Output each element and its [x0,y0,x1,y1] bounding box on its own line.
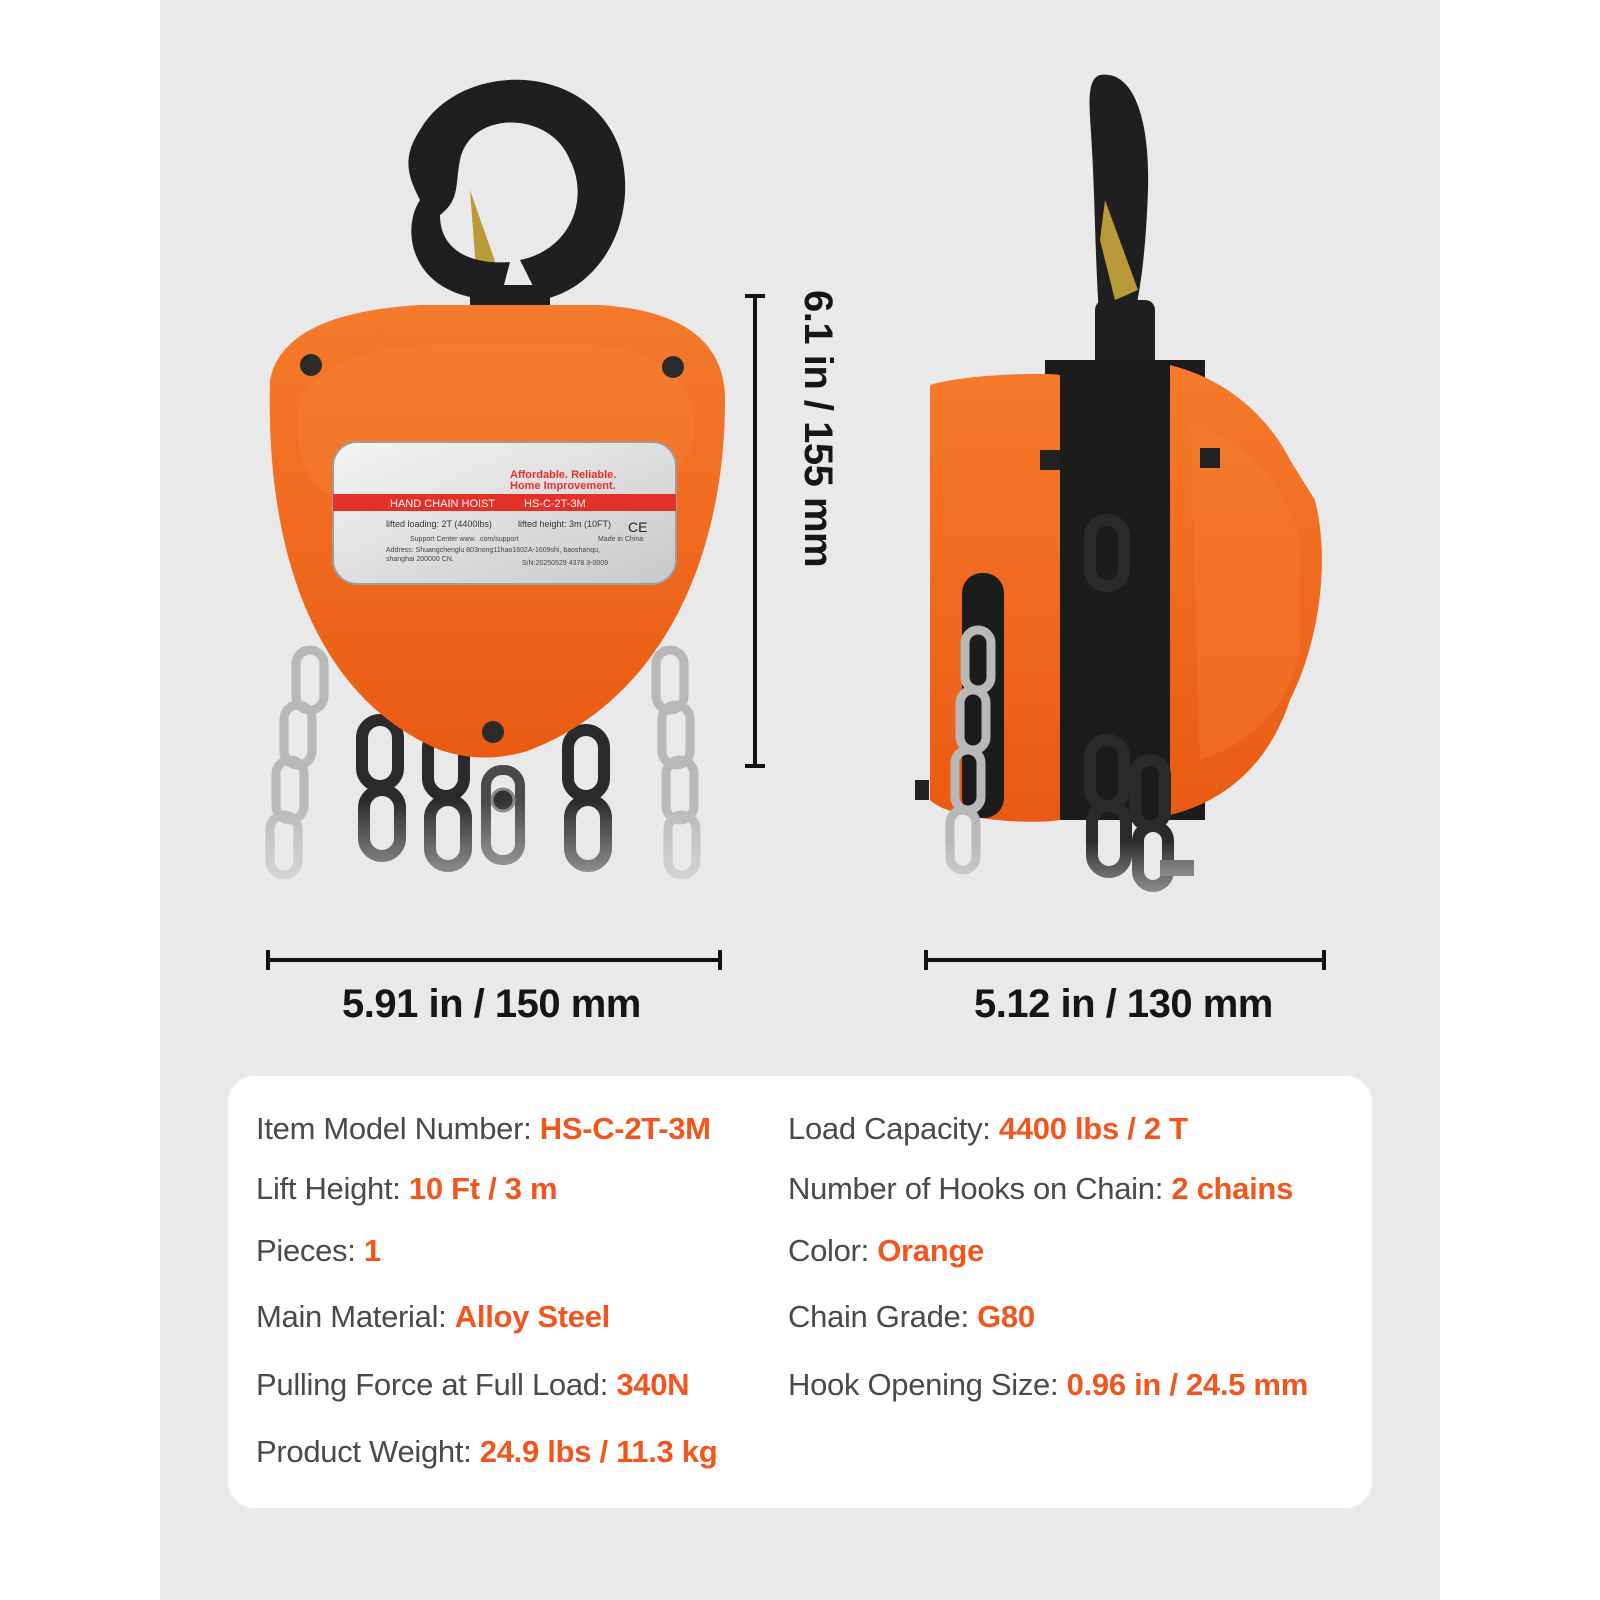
spec-hooks-on-chain-value: 2 chains [1171,1171,1294,1206]
spec-chain-grade: Chain Grade: G80 [788,1299,1035,1334]
spec-load-capacity: Load Capacity: 4400 lbs / 2 T [788,1111,1188,1146]
spec-pieces: Pieces: 1 [256,1233,381,1268]
height-rule [753,296,757,766]
plate-support: Support Center www. .com/support [410,536,519,543]
spec-lift-height: Lift Height: 10 Ft / 3 m [256,1171,558,1206]
spec-product-weight: Product Weight: 24.9 lbs / 11.3 kg [256,1434,718,1469]
spec-chain-grade-value: G80 [977,1299,1035,1334]
front-width-rule-right-cap [718,950,722,970]
spec-main-material-value: Alloy Steel [454,1299,610,1334]
spec-load-capacity-value: 4400 lbs / 2 T [998,1111,1188,1146]
front-width-rule-left-cap [266,950,270,970]
plate-serial: S/N:20250529 4378 3-0009 [522,560,609,567]
spec-hooks-on-chain: Number of Hooks on Chain: 2 chains [788,1171,1294,1206]
plate-model: HS-C-2T-3M [524,498,586,510]
side-width-rule [926,958,1324,962]
side-hoist-view [915,75,1322,940]
spec-main-material: Main Material: Alloy Steel [256,1299,610,1334]
spec-hook-opening: Hook Opening Size: 0.96 in / 24.5 mm [788,1367,1308,1402]
front-hoist-view [250,80,725,940]
side-width-rule-right-cap [1322,950,1326,970]
height-label: 6.1 in / 155 mm [796,290,840,568]
spec-lift-height-value: 10 Ft / 3 m [408,1171,558,1206]
spec-product-weight-value: 24.9 lbs / 11.3 kg [479,1434,718,1469]
spec-color: Color: Orange [788,1233,984,1268]
plate-slogan-1: Affordable. Reliable. [510,469,617,481]
plate-loading: lifted loading: 2T (4400lbs) [386,519,492,529]
spec-pulling-force: Pulling Force at Full Load: 340N [256,1367,690,1402]
plate-slogan-2: Home Improvement. [510,480,616,492]
plate-height: lifted height: 3m (10FT) [518,519,612,529]
spec-color-value: Orange [877,1233,984,1268]
plate-origin: Made in China [598,536,644,543]
plate-address-1: Address: Shuangchenglu 803nong11hao1602A-1609shi, baoshanqu, [386,547,600,554]
plate-product: HAND CHAIN HOIST [390,498,496,510]
spec-hook-opening-value: 0.96 in / 24.5 mm [1066,1367,1308,1402]
nameplate [333,442,676,584]
height-rule-bottom-cap [745,764,765,768]
spec-model-number: Item Model Number: HS-C-2T-3M [256,1111,711,1146]
front-width-rule [268,958,720,962]
height-rule-top-cap [745,294,765,298]
front-width-label: 5.91 in / 150 mm [342,982,641,1026]
spec-model-number-value: HS-C-2T-3M [539,1111,711,1146]
side-width-rule-left-cap [924,950,928,970]
plate-address-2: shanghai 200000 CN. [386,556,454,563]
side-width-label: 5.12 in / 130 mm [974,982,1273,1026]
plate-ce: CE [628,519,648,535]
spec-pulling-force-value: 340N [616,1367,690,1402]
front-hook [408,80,625,315]
spec-pieces-value: 1 [363,1233,381,1268]
